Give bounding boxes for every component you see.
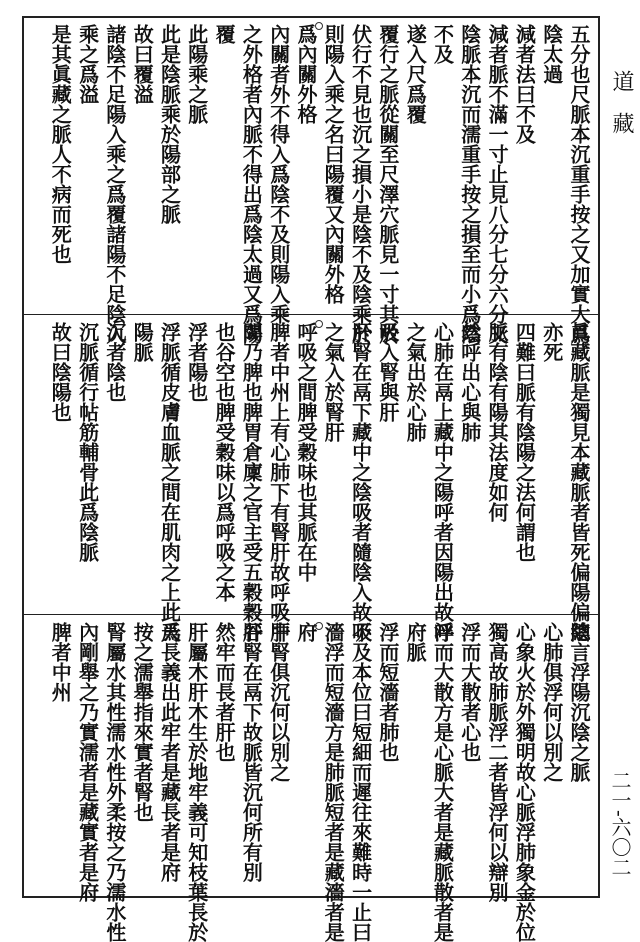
text-column: 肝腎在鬲下故脈皆沉何所有別 bbox=[239, 622, 264, 882]
text-column: 呼吸之間脾受穀味也其脈在中 bbox=[294, 322, 318, 582]
text-column: 五分也尺脈本沉重手按之又加實大爲 bbox=[567, 24, 591, 344]
text-column: 浮而大散者心也 bbox=[457, 622, 482, 762]
text-column: 陰脈本沉而濡重手按之損至而小爲陰 bbox=[457, 24, 482, 344]
text-column: 不及 bbox=[430, 24, 455, 64]
text-column: 浮者陽也 bbox=[184, 322, 209, 402]
text-column: 內剛舉之乃實濡者是藏實者是府 bbox=[75, 622, 100, 902]
text-column: 肝腎在鬲下藏中之陰吸者隨陰入故吸 bbox=[348, 322, 373, 642]
text-column: 間乃脾也脾胃倉廩之官主受五穀穀谷 bbox=[239, 322, 264, 642]
text-column: 濇浮而短濇方是肺脈短者是藏濇者是 bbox=[321, 622, 346, 942]
text-column: 肝腎俱沉何以別之 bbox=[266, 622, 291, 782]
text-column: 腎屬水其性濡水性外柔按之乃濡水性 bbox=[102, 622, 127, 942]
text-column: 浮而大散方是心脈大者是藏脈散者是 bbox=[430, 622, 455, 942]
text-column: 爲內關外格 bbox=[294, 24, 318, 124]
section-circle-mark bbox=[315, 622, 323, 630]
section-circle-mark bbox=[315, 320, 323, 328]
text-column: 伏行不見也沉之損小是陰不及陰乘於 bbox=[348, 24, 373, 344]
text-column: 心肺在鬲上藏中之陽呼者因陽出故呼 bbox=[430, 322, 455, 642]
text-column: 減者法曰不及 bbox=[512, 24, 537, 144]
text-column: 脈有陰有陽其法度如何 bbox=[485, 322, 510, 522]
text-column: 此是陰脈乘於陽部之脈 bbox=[157, 24, 182, 224]
text-column: 陽脈 bbox=[130, 322, 155, 362]
text-column: 然牢而長者肝也 bbox=[212, 622, 237, 762]
text-column: 脾者中州 bbox=[48, 622, 73, 702]
text-column: 府 bbox=[294, 622, 318, 642]
text-column: 之氣入於腎肝 bbox=[321, 322, 346, 442]
text-column: 諸陰不足陽入乘之爲覆諸陽不足陰入 bbox=[102, 24, 127, 344]
text-column: 府脈 bbox=[403, 622, 428, 662]
text-column: 遂入尺爲覆 bbox=[403, 24, 428, 124]
text-column: 內關者外不得入爲陰不及則陽入乘 bbox=[266, 24, 291, 324]
text-column: 沉者陰也 bbox=[102, 322, 127, 402]
text-column: 減者脈不滿一寸止見八分七分六分又 bbox=[485, 24, 510, 344]
text-column: 之氣出於心肺 bbox=[403, 322, 428, 442]
text-column: 故曰陰陽也 bbox=[48, 322, 73, 422]
text-column: 按之濡舉指來實者腎也 bbox=[130, 622, 155, 822]
book-section-char: 藏 bbox=[609, 112, 634, 134]
page-frame bbox=[22, 16, 600, 942]
text-column: 亦死 bbox=[539, 322, 564, 362]
text-column: 陰太過 bbox=[539, 24, 564, 84]
text-column: 浮脈循皮膚血脈之間在肌肉之上此爲 bbox=[157, 322, 182, 642]
text-column: 四難曰脈有陰陽之法何謂也 bbox=[512, 322, 537, 562]
section-circle-mark bbox=[315, 22, 323, 30]
text-column: 脾者中州上有心肺下有腎肝故呼吸中 bbox=[266, 322, 291, 642]
text-column: 不及本位曰短細而遲往來難時一止曰 bbox=[348, 622, 373, 942]
section-divider bbox=[24, 614, 598, 615]
text-column: 之外格者內脈不得出爲陰太過又爲陽 bbox=[239, 24, 264, 344]
text-column: 乘之爲溢 bbox=[75, 24, 100, 104]
text-column: 吸入腎與肝 bbox=[375, 322, 400, 422]
text-column: 總言浮陽沉陰之脈 bbox=[567, 622, 591, 782]
text-column: 則陽入乘之名曰陽覆又內關外格 bbox=[321, 24, 346, 304]
text-column: 沉脈循行帖筋輔骨此爲陰脈 bbox=[75, 322, 100, 562]
book-title-char: 道 bbox=[609, 70, 634, 92]
text-column: 天長義出此牢者是藏長者是府 bbox=[157, 622, 182, 882]
text-column: 覆行之脈從關至尺澤穴脈見一寸其於 bbox=[375, 24, 400, 344]
text-column: 然呼出心與肺 bbox=[457, 322, 482, 442]
text-column: 浮而短濇者肺也 bbox=[375, 622, 400, 762]
text-column: 故曰覆溢 bbox=[130, 24, 155, 104]
text-column: 覆 bbox=[212, 24, 237, 44]
text-column: 肝屬木肝木生於地牢義可知枝葉長於 bbox=[184, 622, 209, 942]
page-number: 二一-六〇二 bbox=[608, 770, 632, 877]
text-column: 眞藏脈是獨見本藏脈者皆死偏陽偏陰 bbox=[567, 322, 591, 642]
text-column: 心象火於外獨明故心脈浮肺象金於位 bbox=[512, 622, 537, 942]
text-column: 心肺俱浮何以別之 bbox=[539, 622, 564, 782]
text-column: 是其眞藏之脈人不病而死也 bbox=[48, 24, 73, 264]
text-block-3 bbox=[24, 616, 598, 942]
text-column: 獨高故肺脈浮二者皆浮何以辯別 bbox=[485, 622, 510, 902]
text-column: 也谷空也脾受穀味以爲呼吸之本 bbox=[212, 322, 237, 602]
text-column: 此陽乘之脈 bbox=[184, 24, 209, 124]
